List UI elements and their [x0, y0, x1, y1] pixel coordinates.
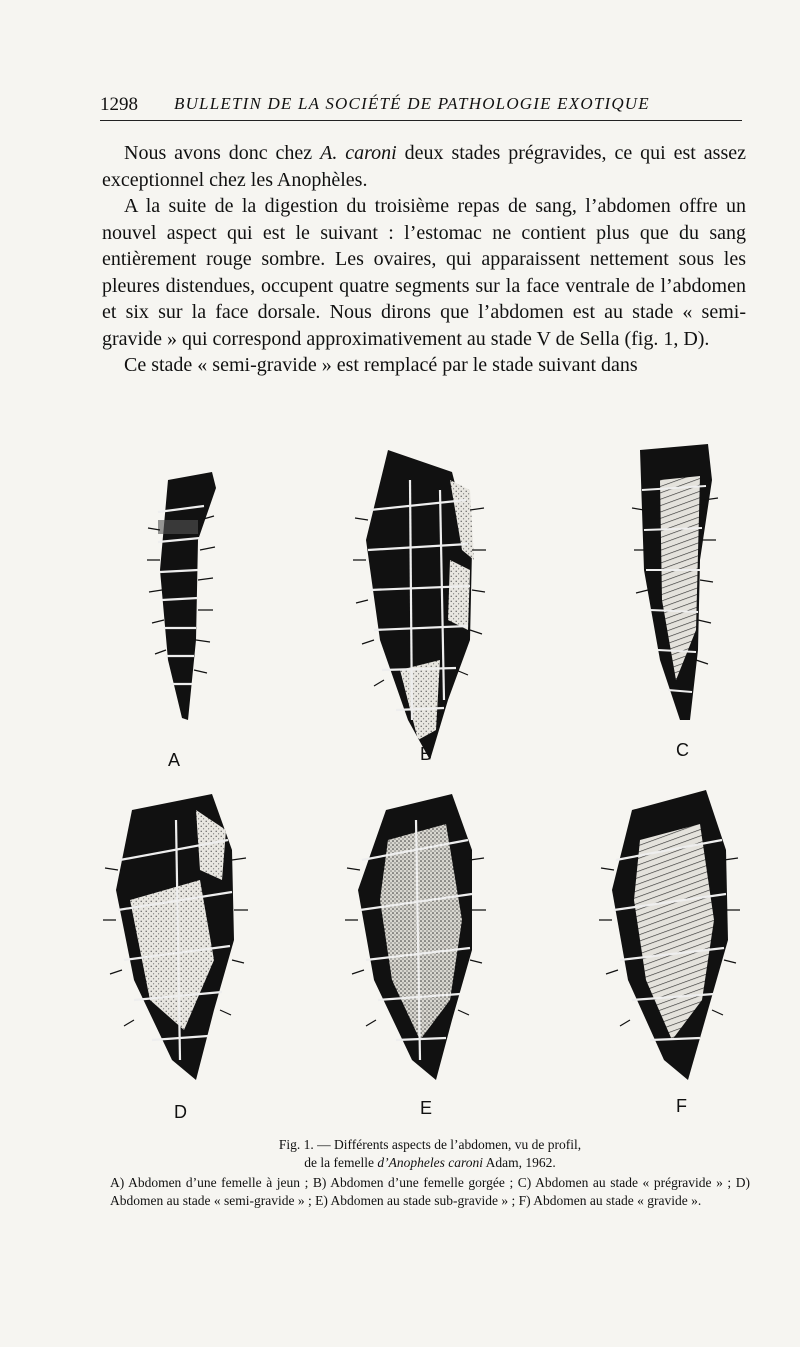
label-c: C	[676, 740, 689, 760]
page-number: 1298	[100, 94, 138, 115]
abdomen-a	[147, 472, 216, 720]
figure-abdomen-profiles	[0, 420, 800, 1140]
abdomen-b	[353, 450, 486, 760]
label-f: F	[676, 1096, 687, 1116]
running-title: BULLETIN DE LA SOCIÉTÉ DE PATHOLOGIE EXOTIQUE	[174, 94, 650, 113]
paragraph-3: Ce stade « semi-gravide » est remplacé par le stade suivant dans	[124, 354, 638, 376]
abdomen-d	[103, 794, 248, 1080]
abdomen-f	[599, 790, 740, 1080]
label-d: D	[174, 1102, 187, 1122]
abdomen-e	[345, 794, 486, 1080]
label-b: B	[420, 744, 433, 764]
page-header	[100, 92, 742, 121]
figure-caption	[110, 1136, 750, 1209]
caption-title-text-b: Adam, 1962.	[482, 1154, 556, 1170]
paragraph-1-text-b: deux stades prégravides, ce qui est assez exceptionnel chez les Anophèles.	[102, 142, 746, 191]
caption-title-text-a: de la femelle	[304, 1154, 378, 1170]
species-name: A. caroni	[320, 142, 397, 164]
paragraph-2: A la suite de la digestion du troisième repas de sang, l’abdomen offre un nouvel aspect qui est le suivant : l’estomac ne contient plus que du sang entièrement rouge sombre. Les ovaires, qui apparaissent nettement sous les pleures distendues, occupent quatre segments sur la face ventrale de l’abdomen et six sur la face dorsale. Nous dirons que l’abdomen est au stade « semi-gravide » qui correspond approximativement au stade V de Sella (fig. 1, D).	[102, 195, 746, 350]
caption-species-name: d’Anopheles caroni	[377, 1154, 483, 1170]
body-text	[102, 140, 746, 379]
caption-title-line-2	[110, 1154, 750, 1172]
caption-title-line-1: Fig. 1. — Différents aspects de l’abdomen, vu de profil,	[278, 1137, 582, 1152]
paragraph-1-text-a: Nous avons donc chez	[124, 142, 321, 164]
caption-description: A) Abdomen d’une femelle à jeun ; B) Abdomen d’une femelle gorgée ; C) Abdomen au stade « prégravide » ; D) Abdomen au stade « semi-gravide » ; E) Abdomen au stade sub-gravide » ; F) Abdomen au stade « gravide ».	[110, 1175, 750, 1208]
label-a: A	[168, 750, 181, 770]
paragraph-1	[102, 140, 746, 193]
label-e: E	[420, 1098, 433, 1118]
abdomen-illustrations	[0, 420, 800, 1140]
abdomen-c	[632, 444, 718, 720]
